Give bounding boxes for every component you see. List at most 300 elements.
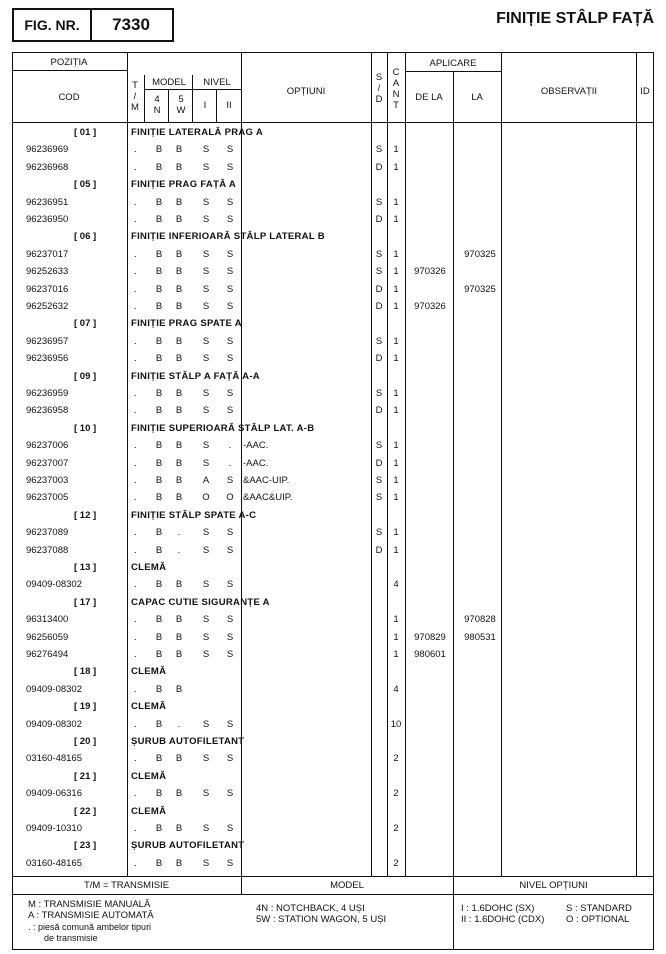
la-cell: 970325 xyxy=(464,248,496,260)
de-la-cell: 980601 xyxy=(414,649,446,660)
part-row xyxy=(12,282,654,299)
nivel-ii-cell: S xyxy=(226,388,234,399)
nivel-ii-cell: S xyxy=(226,753,234,765)
nivel-i-cell: S xyxy=(202,248,210,260)
section-row xyxy=(12,316,654,333)
optiuni-cell: &AAC-UIP. xyxy=(243,475,290,486)
nivel-i-cell: S xyxy=(202,614,210,626)
model-4n-cell: B xyxy=(155,631,163,643)
part-code: 96236957 xyxy=(26,335,69,347)
model-4n-cell: B xyxy=(155,144,163,156)
nivel-ii-cell: S xyxy=(226,335,234,347)
model-4n-cell: B xyxy=(155,196,163,208)
nivel-ii-cell: S xyxy=(226,475,234,486)
nivel-i-cell: S xyxy=(202,857,210,869)
section-title: FINIȚIE STÂLP SPATE A-C xyxy=(131,509,257,521)
model-4n-cell: B xyxy=(155,248,163,260)
quantity-cell: 1 xyxy=(393,614,399,626)
side-cell: D xyxy=(375,457,383,469)
quantity-cell: 1 xyxy=(393,492,399,504)
nivel-i-cell: S xyxy=(202,405,210,417)
part-code: 09409-08302 xyxy=(26,683,82,695)
transmission-cell: . xyxy=(134,405,137,417)
section-row xyxy=(12,177,654,194)
nivel-i-cell: S xyxy=(202,823,210,834)
quantity-cell: 1 xyxy=(393,335,399,347)
part-row xyxy=(12,647,654,664)
header-nivel-ii: II xyxy=(226,100,232,111)
part-code: 09409-10310 xyxy=(26,823,82,834)
nivel-i-cell: S xyxy=(202,301,210,312)
model-5w-cell: B xyxy=(175,823,183,834)
legend-model-4n: 4N : NOTCHBACK, 4 UȘI xyxy=(256,903,365,914)
la-cell: 970828 xyxy=(464,614,496,626)
nivel-ii-cell: S xyxy=(226,823,234,834)
nivel-ii-cell: S xyxy=(226,614,234,626)
section-title: CLEMĂ xyxy=(131,701,167,713)
legend-optional: O : OPTIONAL xyxy=(566,914,630,925)
transmission-cell: . xyxy=(134,161,137,173)
transmission-cell: . xyxy=(134,457,137,469)
quantity-cell: 1 xyxy=(393,388,399,399)
model-5w-cell: . xyxy=(177,544,181,556)
section-position: [ 21 ] xyxy=(74,770,97,782)
quantity-cell: 1 xyxy=(393,301,399,312)
header-optiuni: OPȚIUNI xyxy=(286,86,326,97)
transmission-cell: . xyxy=(134,144,137,156)
transmission-cell: . xyxy=(134,718,137,730)
part-row xyxy=(12,264,654,281)
model-4n-cell: B xyxy=(155,753,163,765)
nivel-i-cell: S xyxy=(202,283,210,295)
part-code: 96237005 xyxy=(26,492,69,504)
nivel-ii-cell: S xyxy=(226,527,234,539)
part-row xyxy=(12,160,654,177)
model-4n-cell: B xyxy=(155,683,163,695)
nivel-ii-cell: S xyxy=(226,283,234,295)
part-code: 96237003 xyxy=(26,475,69,486)
section-title: FINIȚIE INFERIOARĂ STÂLP LATERAL B xyxy=(131,231,325,243)
nivel-i-cell: S xyxy=(202,649,210,660)
part-row xyxy=(12,751,654,768)
nivel-i-cell: S xyxy=(202,788,210,800)
section-title: CLEMĂ xyxy=(131,666,167,678)
side-cell: S xyxy=(375,196,383,208)
section-row xyxy=(12,664,654,681)
legend-tm-m: M : TRANSMISIE MANUALĂ xyxy=(28,899,151,910)
model-5w-cell: . xyxy=(177,718,181,730)
part-code: 96236950 xyxy=(26,214,69,225)
legend-nivel-title: NIVEL OPȚIUNI xyxy=(519,880,588,891)
quantity-cell: 1 xyxy=(393,196,399,208)
nivel-ii-cell: O xyxy=(226,492,234,504)
part-row xyxy=(12,630,654,647)
legend-model-5w: 5W : STATION WAGON, 5 UȘI xyxy=(256,914,387,925)
part-row xyxy=(12,299,654,316)
nivel-ii-cell: S xyxy=(226,631,234,643)
quantity-cell: 2 xyxy=(393,857,399,869)
model-5w-cell: . xyxy=(177,527,181,539)
header-id: ID xyxy=(640,86,650,97)
header-cant-a: A xyxy=(392,78,400,89)
quantity-cell: 1 xyxy=(393,475,399,486)
section-position: [ 12 ] xyxy=(74,509,97,521)
part-row xyxy=(12,334,654,351)
nivel-ii-cell: . xyxy=(228,457,232,469)
model-5w-cell: B xyxy=(175,788,183,800)
nivel-ii-cell: S xyxy=(226,144,234,156)
header-tm-m: M xyxy=(131,102,139,113)
quantity-cell: 2 xyxy=(393,823,399,834)
section-title: FINIȚIE STÂLP A FAȚĂ A-A xyxy=(131,370,260,382)
header-tm-t: T xyxy=(132,80,138,91)
section-title: CAPAC CUTIE SIGURANȚE A xyxy=(131,596,270,608)
model-4n-cell: B xyxy=(155,823,163,834)
header-model-4n xyxy=(146,94,168,116)
header-observatii: OBSERVAȚII xyxy=(540,86,598,97)
part-row xyxy=(12,786,654,803)
model-4n-cell: B xyxy=(155,388,163,399)
part-row xyxy=(12,195,654,212)
legend-tm-common: . : piesă comună ambelor tipuri xyxy=(28,922,152,932)
model-5w-cell: B xyxy=(175,353,183,365)
transmission-cell: . xyxy=(134,353,137,365)
transmission-cell: . xyxy=(134,214,137,225)
model-4n-cell: B xyxy=(155,544,163,556)
side-cell: S xyxy=(375,248,383,260)
part-row xyxy=(12,212,654,229)
model-5w-cell: B xyxy=(175,301,183,312)
section-row xyxy=(12,560,654,577)
legend-tm-common-2: de transmisie xyxy=(44,933,98,943)
nivel-ii-cell: S xyxy=(226,214,234,225)
nivel-i-cell: A xyxy=(202,475,210,486)
part-code: 96256059 xyxy=(26,631,69,643)
nivel-i-cell: S xyxy=(202,144,210,156)
header-model: MODEL xyxy=(152,77,186,88)
section-position: [ 23 ] xyxy=(74,840,97,852)
quantity-cell: 1 xyxy=(393,353,399,365)
section-title: FINIȚIE PRAG FAȚĂ A xyxy=(131,179,237,191)
model-5w-cell: B xyxy=(175,683,183,695)
header-cant-n: N xyxy=(392,89,400,100)
quantity-cell: 1 xyxy=(393,161,399,173)
transmission-cell: . xyxy=(134,301,137,312)
section-title: ȘURUB AUTOFILETANT xyxy=(131,736,245,747)
transmission-cell: . xyxy=(134,544,137,556)
nivel-i-cell: S xyxy=(202,457,210,469)
quantity-cell: 1 xyxy=(393,544,399,556)
model-5w-cell: B xyxy=(175,492,183,504)
quantity-cell: 1 xyxy=(393,214,399,225)
model-4n-cell: B xyxy=(155,161,163,173)
header-aplicare: APLICARE xyxy=(429,58,477,69)
section-position: [ 17 ] xyxy=(74,596,97,608)
model-5w-cell: B xyxy=(175,266,183,278)
col-line-model-end xyxy=(192,75,193,122)
part-row xyxy=(12,577,654,594)
model-5w-cell: B xyxy=(175,857,183,869)
side-cell: S xyxy=(375,492,383,504)
model-4n-cell: B xyxy=(155,440,163,452)
part-code: 09409-08302 xyxy=(26,718,82,730)
model-5w-cell: B xyxy=(175,214,183,225)
section-row xyxy=(12,734,654,751)
divider-header-bottom xyxy=(12,122,654,123)
part-row xyxy=(12,386,654,403)
side-cell: D xyxy=(375,161,383,173)
quantity-cell: 1 xyxy=(393,440,399,452)
legend-nivel-ii: II : 1.6DOHC (CDX) xyxy=(461,914,545,925)
transmission-cell: . xyxy=(134,248,137,260)
model-5w-cell: B xyxy=(175,196,183,208)
quantity-cell: 1 xyxy=(393,457,399,469)
nivel-ii-cell: S xyxy=(226,649,234,660)
part-row xyxy=(12,821,654,838)
part-row xyxy=(12,438,654,455)
model-4n-cell: B xyxy=(155,475,163,486)
transmission-cell: . xyxy=(134,649,137,660)
model-4n-cell: B xyxy=(155,405,163,417)
transmission-cell: . xyxy=(134,266,137,278)
transmission-cell: . xyxy=(134,614,137,626)
header-de-la: DE LA xyxy=(415,92,443,103)
part-code: 96236959 xyxy=(26,388,69,399)
section-position: [ 22 ] xyxy=(74,805,97,817)
part-row xyxy=(12,490,654,507)
section-row xyxy=(12,369,654,386)
section-title: FINIȚIE LATERALĂ PRAG A xyxy=(131,127,263,138)
transmission-cell: . xyxy=(134,683,137,695)
transmission-cell: . xyxy=(134,788,137,800)
part-code: 96237016 xyxy=(26,283,69,295)
nivel-ii-cell: S xyxy=(226,161,234,173)
nivel-ii-cell: S xyxy=(226,544,234,556)
side-cell: D xyxy=(375,214,383,225)
quantity-cell: 1 xyxy=(393,248,399,260)
transmission-cell: . xyxy=(134,631,137,643)
part-row xyxy=(12,403,654,420)
part-row xyxy=(12,351,654,368)
part-row xyxy=(12,682,654,699)
la-cell: 970325 xyxy=(464,283,496,295)
transmission-cell: . xyxy=(134,475,137,486)
nivel-ii-cell: S xyxy=(226,718,234,730)
nivel-i-cell: S xyxy=(202,579,210,591)
side-cell: S xyxy=(375,144,383,156)
section-title: CLEMĂ xyxy=(131,562,167,573)
part-code: 96313400 xyxy=(26,614,69,626)
section-position: [ 18 ] xyxy=(74,666,97,678)
header-cant xyxy=(388,67,404,111)
section-position: [ 06 ] xyxy=(74,231,97,243)
transmission-cell: . xyxy=(134,579,137,591)
part-code: 03160-48165 xyxy=(26,857,82,869)
quantity-cell: 1 xyxy=(393,283,399,295)
legend-tm-a: A : TRANSMISIE AUTOMATĂ xyxy=(28,910,154,921)
part-code: 96236956 xyxy=(26,353,69,365)
model-5w-cell: B xyxy=(175,753,183,765)
section-title: ȘURUB AUTOFILETANT xyxy=(131,840,245,852)
section-row xyxy=(12,699,654,716)
nivel-ii-cell: S xyxy=(226,266,234,278)
nivel-i-cell: S xyxy=(202,527,210,539)
transmission-cell: . xyxy=(134,196,137,208)
figure-number: 7330 xyxy=(112,15,150,34)
transmission-cell: . xyxy=(134,283,137,295)
nivel-i-cell: S xyxy=(202,353,210,365)
nivel-i-cell: S xyxy=(202,440,210,452)
col-line-model-mid xyxy=(168,89,169,122)
part-code: 96252632 xyxy=(26,301,69,312)
de-la-cell: 970326 xyxy=(414,266,446,278)
model-4n-cell: B xyxy=(155,301,163,312)
header-la: LA xyxy=(471,92,483,103)
model-5w-cell: B xyxy=(175,144,183,156)
part-row xyxy=(12,856,654,873)
model-4n-cell: B xyxy=(155,457,163,469)
part-code: 03160-48165 xyxy=(26,753,82,765)
divider-legend-top xyxy=(12,876,654,877)
header-sd xyxy=(372,72,386,105)
divider-legend-title xyxy=(12,894,654,895)
side-cell: D xyxy=(375,405,383,417)
nivel-ii-cell: S xyxy=(226,353,234,365)
nivel-i-cell: S xyxy=(202,544,210,556)
model-5w-cell: B xyxy=(175,335,183,347)
de-la-cell: 970326 xyxy=(414,301,446,312)
side-cell: S xyxy=(375,388,383,399)
figure-label: FIG. NR. xyxy=(14,10,92,40)
model-5w-cell: B xyxy=(175,579,183,591)
part-code: 96237089 xyxy=(26,527,69,539)
section-title: CLEMĂ xyxy=(131,805,167,817)
part-code: 09409-08302 xyxy=(26,579,82,591)
section-row xyxy=(12,125,654,142)
transmission-cell: . xyxy=(134,492,137,504)
transmission-cell: . xyxy=(134,335,137,347)
transmission-cell: . xyxy=(134,823,137,834)
header-tm xyxy=(128,80,142,113)
section-position: [ 01 ] xyxy=(74,127,97,138)
nivel-i-cell: S xyxy=(202,388,210,399)
nivel-i-cell: S xyxy=(202,335,210,347)
header-5: 5 xyxy=(178,94,184,105)
nivel-ii-cell: S xyxy=(226,301,234,312)
model-4n-cell: B xyxy=(155,649,163,660)
legend-nivel-i: I : 1.6DOHC (SX) xyxy=(461,903,535,914)
side-cell: S xyxy=(375,266,383,278)
model-5w-cell: B xyxy=(175,248,183,260)
section-row xyxy=(12,421,654,438)
header-n: N xyxy=(153,105,161,116)
section-row xyxy=(12,508,654,525)
part-code: 09409-06316 xyxy=(26,788,82,800)
section-position: [ 19 ] xyxy=(74,701,97,713)
section-row xyxy=(12,804,654,821)
part-code: 96237017 xyxy=(26,248,69,260)
model-4n-cell: B xyxy=(155,353,163,365)
nivel-ii-cell: S xyxy=(226,248,234,260)
section-position: [ 07 ] xyxy=(74,318,97,330)
col-line-nivel-mid xyxy=(216,89,217,122)
model-4n-cell: B xyxy=(155,266,163,278)
section-row xyxy=(12,595,654,612)
quantity-cell: 1 xyxy=(393,649,399,660)
header-sd-d: D xyxy=(375,94,383,105)
header-tm-slash: / xyxy=(133,91,137,102)
part-code: 96236968 xyxy=(26,161,69,173)
model-5w-cell: B xyxy=(175,161,183,173)
transmission-cell: . xyxy=(134,527,137,539)
header-w: W xyxy=(176,105,186,116)
model-5w-cell: B xyxy=(175,283,183,295)
model-4n-cell: B xyxy=(155,788,163,800)
nivel-ii-cell: S xyxy=(226,405,234,417)
figure-number-box xyxy=(12,8,174,42)
model-4n-cell: B xyxy=(155,527,163,539)
part-code: 96276494 xyxy=(26,649,69,660)
side-cell: S xyxy=(375,440,383,452)
header-nivel: NIVEL xyxy=(203,77,231,88)
legend-model-title: MODEL xyxy=(330,880,364,891)
part-row xyxy=(12,247,654,264)
part-code: 96236951 xyxy=(26,196,69,208)
header-cant-t: T xyxy=(393,100,399,111)
page-title: FINIȚIE STÂLP FAȚĂ xyxy=(496,10,654,27)
nivel-ii-cell: . xyxy=(228,440,232,452)
model-5w-cell: B xyxy=(175,405,183,417)
model-5w-cell: B xyxy=(175,614,183,626)
model-4n-cell: B xyxy=(155,283,163,295)
model-4n-cell: B xyxy=(155,614,163,626)
quantity-cell: 2 xyxy=(393,753,399,765)
side-cell: S xyxy=(375,475,383,486)
side-cell: S xyxy=(375,527,383,539)
header-cod: COD xyxy=(58,92,80,103)
part-row xyxy=(12,543,654,560)
quantity-cell: 4 xyxy=(393,683,399,695)
transmission-cell: . xyxy=(134,753,137,765)
model-4n-cell: B xyxy=(155,492,163,504)
part-code: 96252633 xyxy=(26,266,69,278)
quantity-cell: 1 xyxy=(393,631,399,643)
col-line-tm xyxy=(144,75,145,122)
quantity-cell: 4 xyxy=(393,579,399,591)
part-code: 96236958 xyxy=(26,405,69,417)
header-sd-s: S xyxy=(375,72,383,83)
nivel-ii-cell: S xyxy=(226,196,234,208)
header-sd-slash: / xyxy=(377,83,381,94)
header-cant-c: C xyxy=(392,67,400,78)
model-5w-cell: B xyxy=(175,631,183,643)
model-4n-cell: B xyxy=(155,718,163,730)
model-4n-cell: B xyxy=(155,579,163,591)
header-model-5w xyxy=(170,94,192,116)
header-pozitia: POZIȚIA xyxy=(50,57,88,68)
section-row xyxy=(12,769,654,786)
nivel-i-cell: S xyxy=(202,214,210,225)
section-position: [ 09 ] xyxy=(74,370,97,382)
side-cell: S xyxy=(375,335,383,347)
quantity-cell: 1 xyxy=(393,405,399,417)
section-title: CLEMĂ xyxy=(131,770,167,782)
legend-standard: S : STANDARD xyxy=(566,903,632,914)
part-code: 96237088 xyxy=(26,544,69,556)
side-cell: D xyxy=(375,301,383,312)
nivel-i-cell: S xyxy=(202,718,210,730)
part-row xyxy=(12,456,654,473)
